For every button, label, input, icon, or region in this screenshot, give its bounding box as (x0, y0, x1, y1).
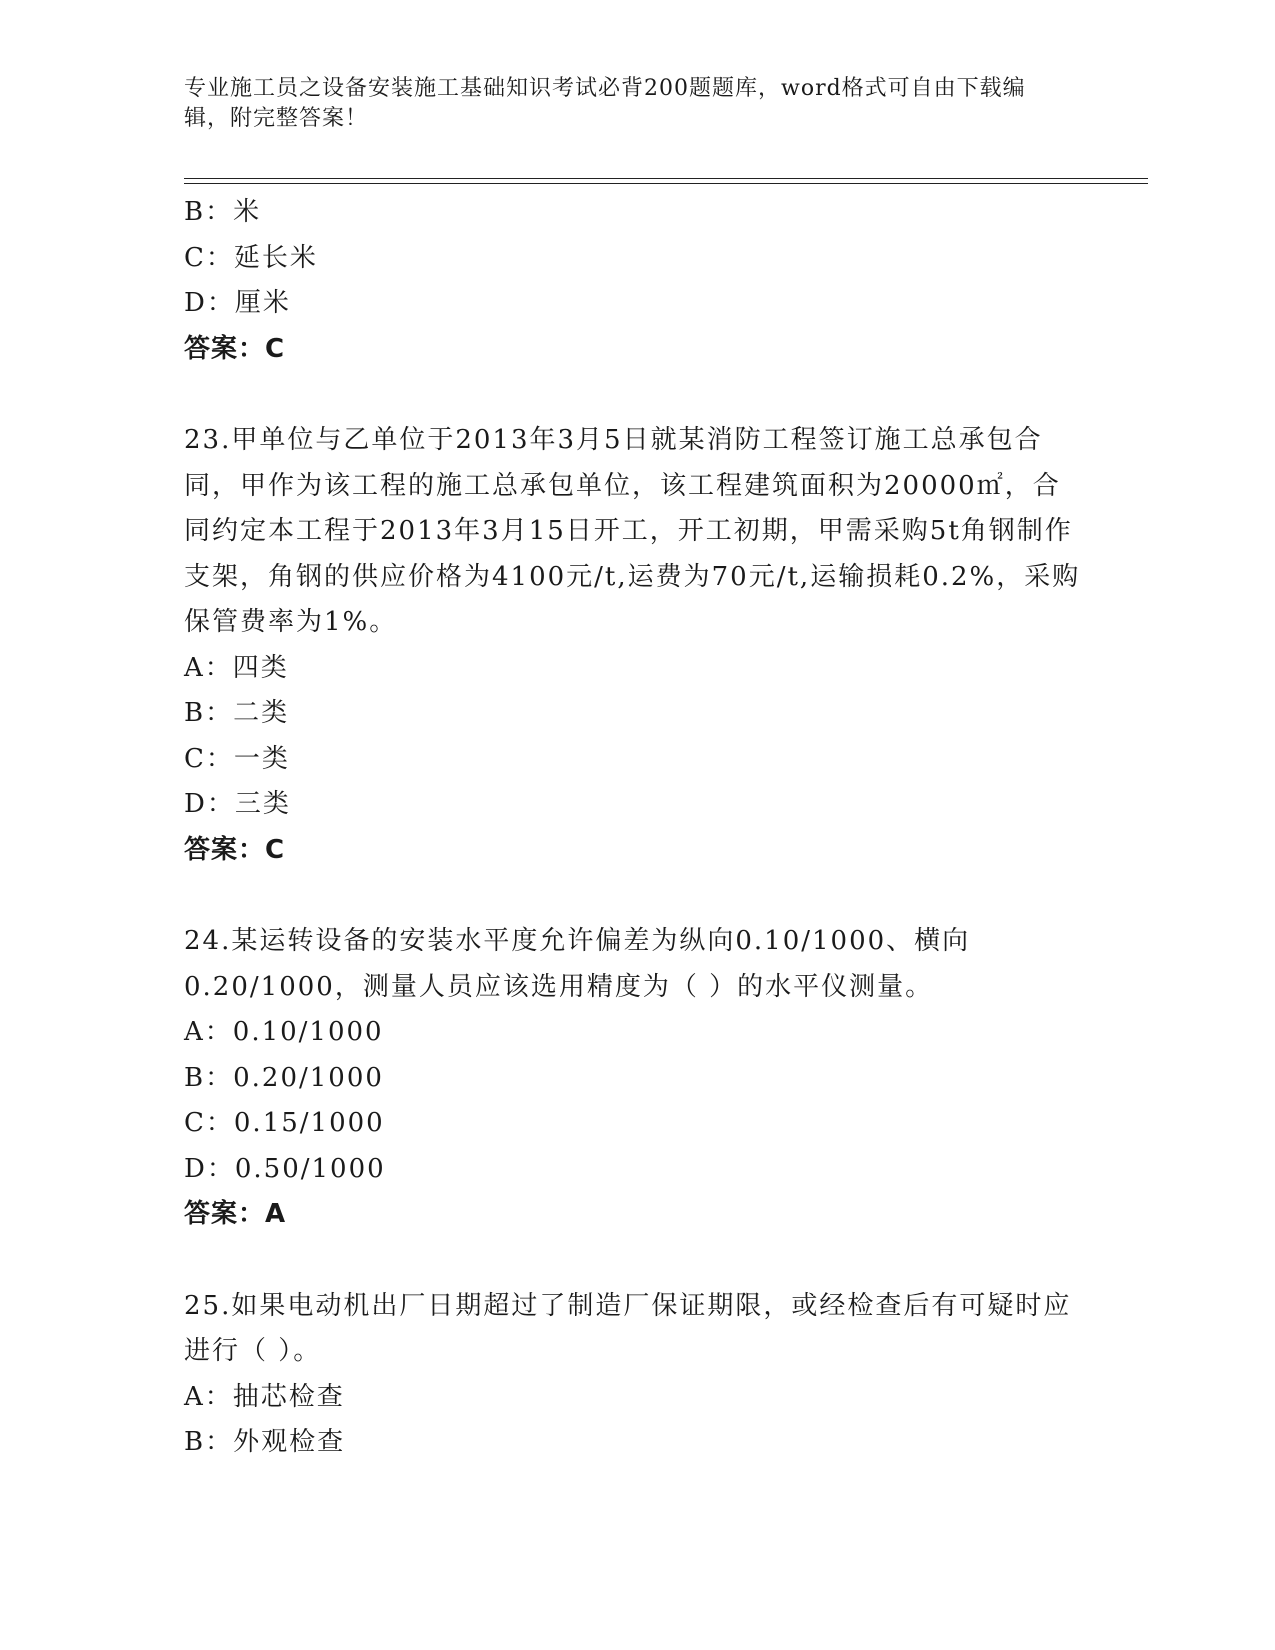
option-c: C：延长米 (184, 242, 318, 273)
question-23 (184, 418, 1084, 873)
option-d: D：三类 (184, 789, 291, 819)
option-c: C：一类 (184, 743, 290, 774)
question-25 (184, 1284, 1084, 1466)
question-22-tail (184, 190, 1084, 372)
option-c: C：0.15/1000 (184, 1108, 385, 1138)
option-a: A：四类 (184, 652, 289, 683)
header-divider-top (184, 178, 1148, 179)
option-b: B：米 (184, 197, 262, 227)
header-divider-bottom (184, 183, 1148, 184)
option-a: A：抽芯检查 (184, 1381, 345, 1412)
question-stem: 23.甲单位与乙单位于2013年3月5日就某消防工程签订施工总承包合同，甲作为该工程的施工总承包单位，该工程建筑面积为20000㎡，合同约定本工程于2013年3月15日开工，开工初期，甲需采购5t角钢制作支架，角钢的供应价格为4100元/t,运费为70元/t,运输损耗0.2%，采购保管费率为1%。 (184, 425, 1081, 637)
option-a: A：0.10/1000 (184, 1017, 384, 1047)
spacer (184, 873, 1084, 919)
answer: 答案：C (184, 834, 286, 865)
question-24 (184, 919, 1084, 1238)
option-b: B：二类 (184, 698, 290, 728)
spacer (184, 1238, 1084, 1284)
document-body (184, 190, 1084, 1466)
document-header: 专业施工员之设备安装施工基础知识考试必背200题题库，word格式可自由下载编辑，附完整答案！ (184, 76, 1026, 131)
option-b: B：0.20/1000 (184, 1062, 384, 1093)
spacer (184, 372, 1084, 418)
option-b: B：外观检查 (184, 1427, 346, 1457)
question-stem: 24.某运转设备的安装水平度允许偏差为纵向0.10/1000、横向0.20/1000，测量人员应该选用精度为（ ）的水平仪测量。 (184, 926, 971, 1002)
option-d: D：0.50/1000 (184, 1153, 386, 1184)
answer: 答案：A (184, 1199, 287, 1229)
answer: 答案：C (184, 333, 286, 364)
option-d: D：厘米 (184, 288, 291, 318)
question-stem: 25.如果电动机出厂日期超过了制造厂保证期限，或经检查后有可疑时应进行（ ）。 (184, 1290, 1072, 1366)
